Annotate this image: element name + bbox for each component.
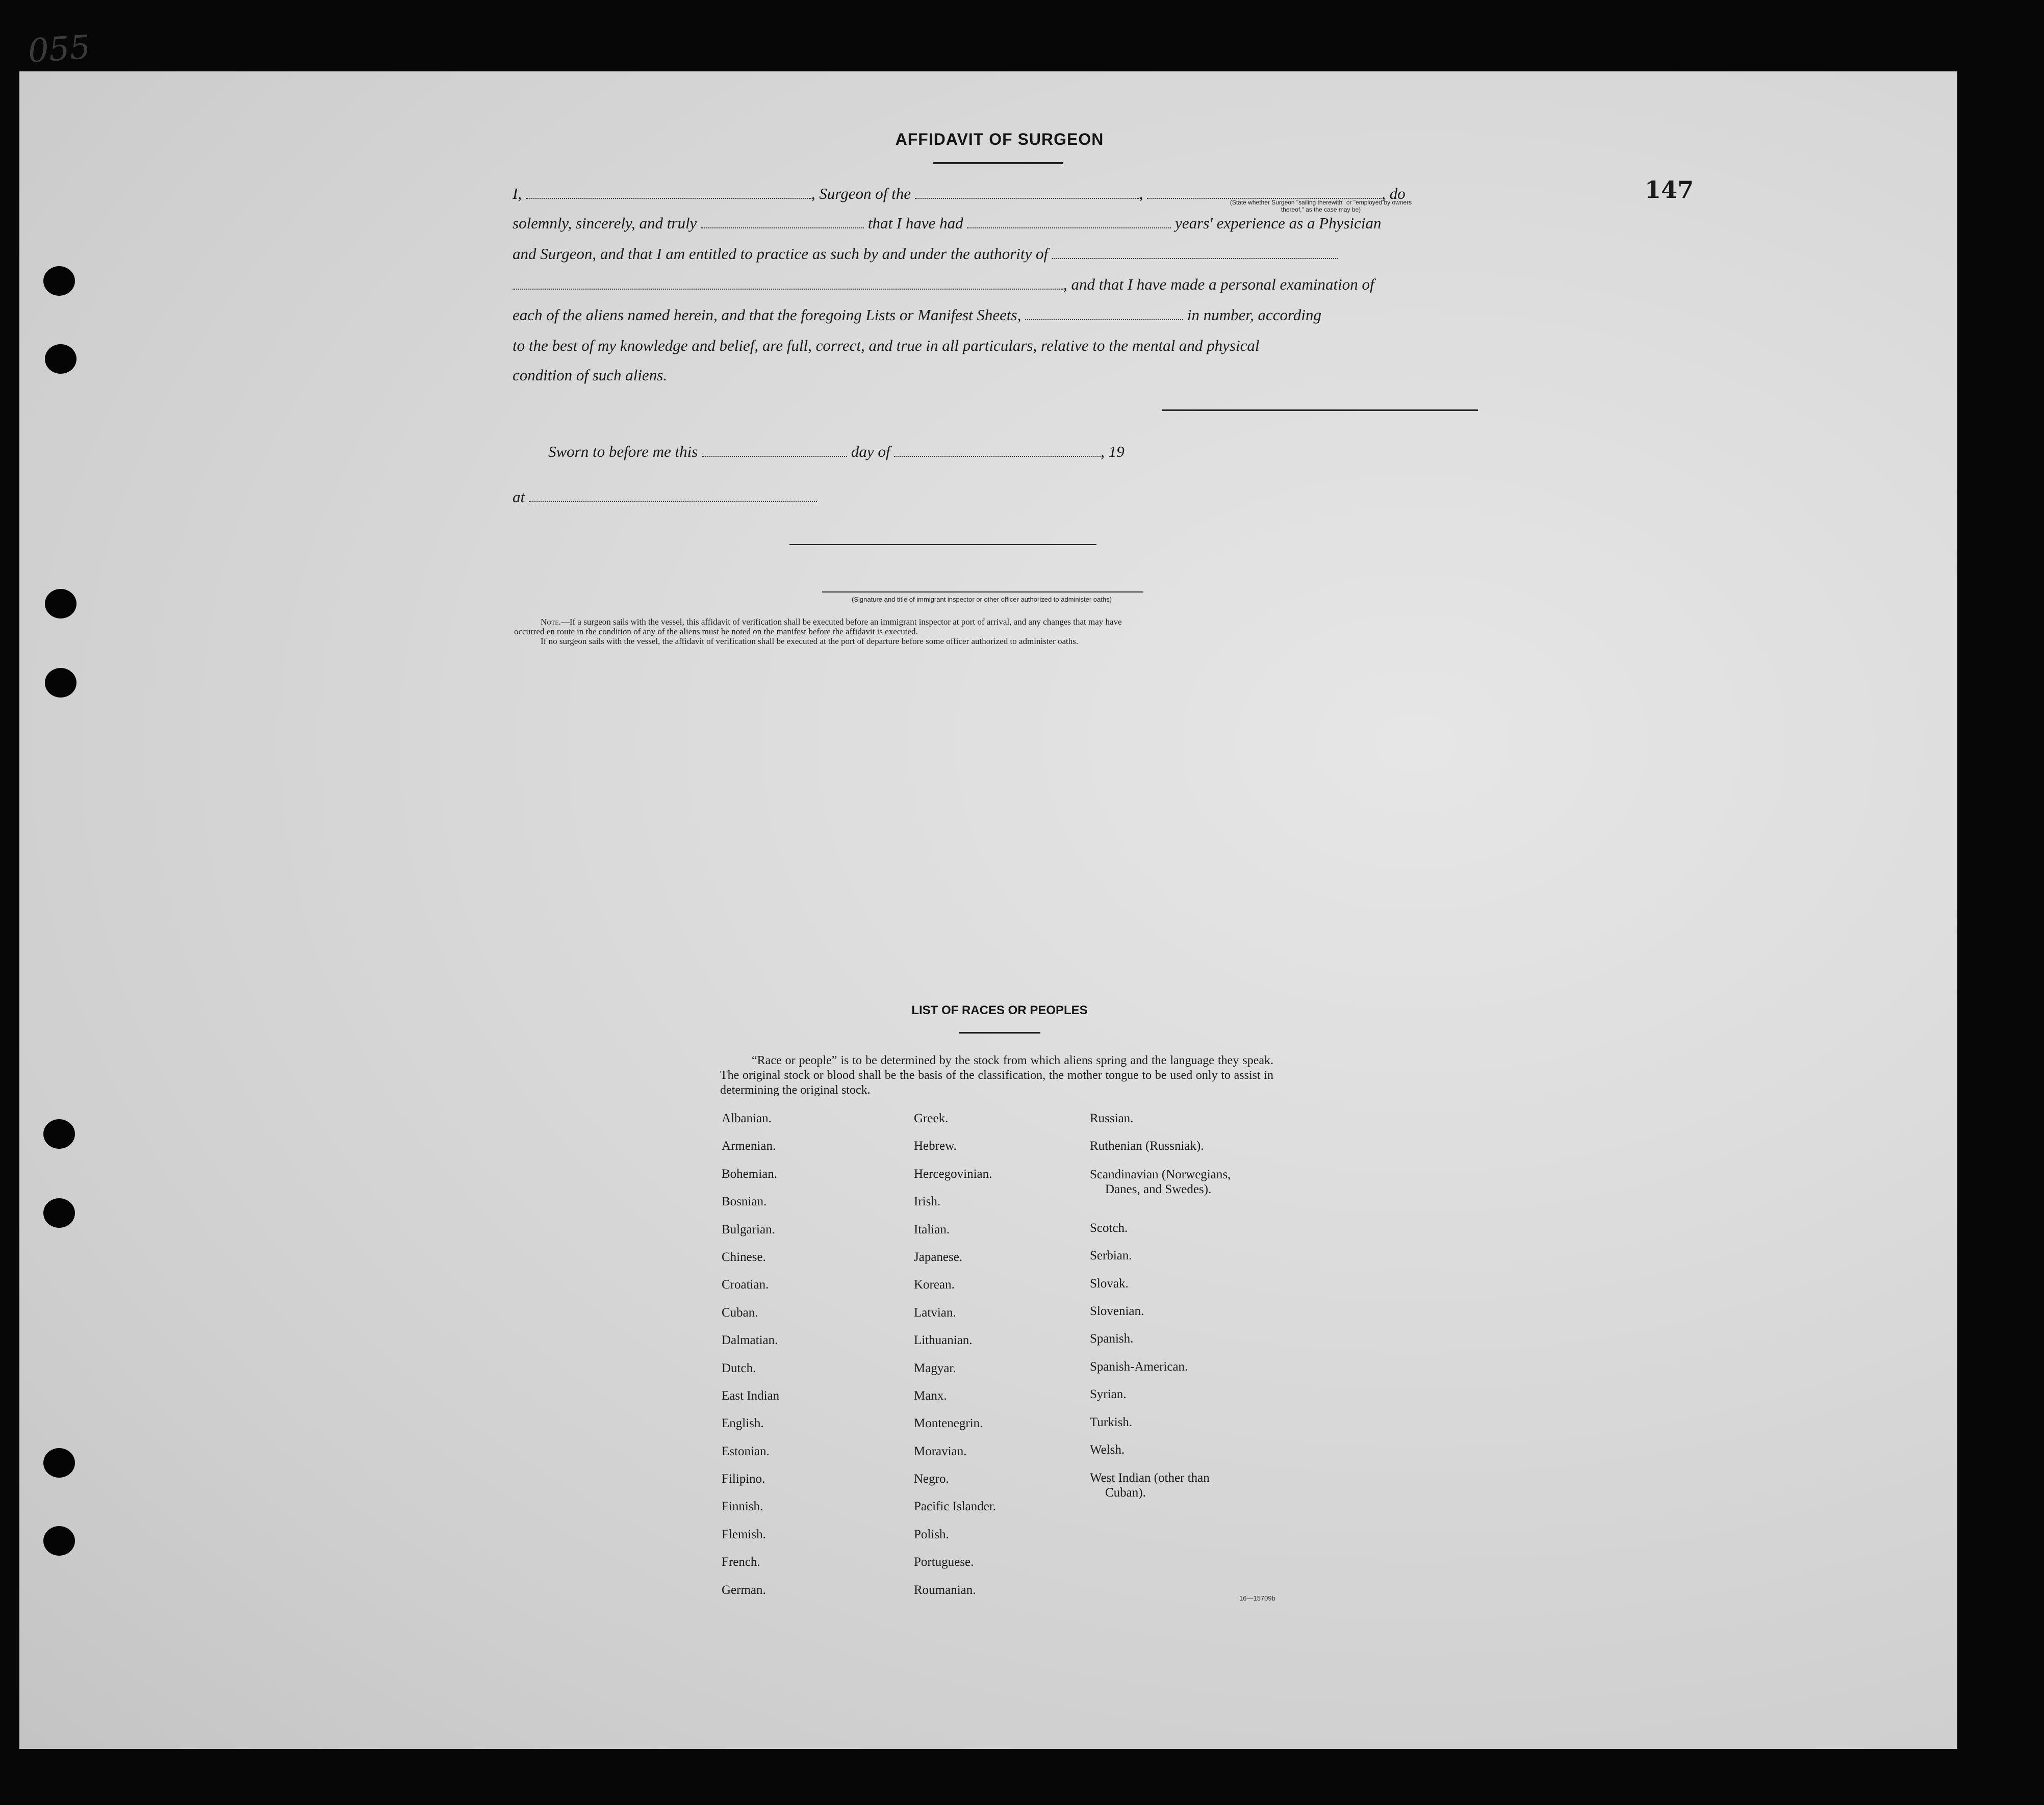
affidavit-text: each of the aliens named herein, and that the foregoing Lists or Manifest Sheets, bbox=[513, 306, 1021, 324]
race-item: Italian. bbox=[914, 1222, 950, 1236]
affidavit-text: solemnly, sincerely, and truly bbox=[513, 214, 697, 232]
binder-hole bbox=[45, 589, 76, 618]
race-item: Armenian. bbox=[722, 1139, 776, 1153]
affidavit-text: , Surgeon of the bbox=[811, 185, 911, 202]
race-item: Bosnian. bbox=[722, 1195, 767, 1209]
authority-field[interactable] bbox=[1052, 246, 1338, 259]
surgeon-name-field[interactable] bbox=[526, 186, 811, 199]
race-item: Cuban. bbox=[722, 1305, 758, 1320]
affidavit-line-2 bbox=[513, 214, 1481, 233]
title-underline bbox=[933, 162, 1063, 164]
race-item: French. bbox=[722, 1555, 760, 1569]
signature-caption: (Signature and title of immigrant inspector or other officer authorized to administer oaths) bbox=[852, 596, 1112, 603]
race-item: Bulgarian. bbox=[722, 1222, 775, 1236]
affidavit-text: in number, according bbox=[1187, 306, 1322, 324]
race-item: Hebrew. bbox=[914, 1139, 957, 1153]
affidavit-line-3 bbox=[513, 245, 1481, 263]
race-item: Chinese. bbox=[722, 1250, 766, 1264]
race-item: Moravian. bbox=[914, 1444, 967, 1458]
race-item: Lithuanian. bbox=[914, 1333, 973, 1348]
race-item: Magyar. bbox=[914, 1361, 956, 1375]
sworn-line bbox=[548, 443, 1517, 461]
affidavit-line-7 bbox=[513, 366, 1481, 384]
affidavit-text: , bbox=[1139, 185, 1143, 202]
race-item: Manx. bbox=[914, 1388, 947, 1403]
race-item: Greek. bbox=[914, 1112, 949, 1125]
binder-hole bbox=[43, 1119, 75, 1149]
affidavit-text: at bbox=[513, 488, 525, 506]
race-item-line: Scandinavian (Norwegians, bbox=[1090, 1167, 1231, 1181]
race-item: Slovak. bbox=[1090, 1276, 1129, 1291]
surgeon-signature-line[interactable] bbox=[1162, 409, 1478, 411]
affidavit-text: and Surgeon, and that I am entitled to practice as such by and under the authority of bbox=[513, 245, 1049, 263]
affidavit-text: , and that I have made a personal examination of bbox=[1063, 275, 1374, 293]
years-experience-field[interactable] bbox=[967, 215, 1171, 228]
affidavit-text: years' experience as a Physician bbox=[1175, 214, 1382, 232]
affidavit-text: , 19 bbox=[1101, 443, 1125, 460]
binder-hole bbox=[45, 344, 76, 374]
race-item: Pacific Islander. bbox=[914, 1500, 997, 1514]
races-intro: “Race or people” is to be determined by the stock from which aliens spring and the language they speak. The original stock or blood shall be the basis of the classification, the mother tongue to be used only to assist in determining the original stock. bbox=[720, 1054, 1273, 1097]
at-line bbox=[513, 488, 1481, 506]
race-item: Latvian. bbox=[914, 1305, 956, 1320]
race-item: German. bbox=[722, 1583, 766, 1597]
sworn-month-field[interactable] bbox=[894, 444, 1101, 457]
race-item: Syrian. bbox=[1090, 1387, 1127, 1402]
note-text: —If a surgeon sails with the vessel, this affidavit of verification shall be executed before an immigrant inspector at port of arrival, and any changes that may have bbox=[560, 617, 1122, 627]
race-item: Dalmatian. bbox=[722, 1333, 778, 1348]
races-column-1 bbox=[722, 1112, 779, 1611]
race-item-line: Cuban). bbox=[1105, 1486, 1146, 1500]
note-label: Note. bbox=[541, 617, 561, 627]
binder-hole bbox=[43, 1526, 75, 1556]
race-item: Montenegrin. bbox=[914, 1416, 983, 1431]
authority-field-continued[interactable] bbox=[513, 276, 1063, 290]
race-item: Croatian. bbox=[722, 1278, 769, 1292]
binder-hole bbox=[45, 668, 76, 698]
affidavit-line-5 bbox=[513, 306, 1481, 324]
race-item: Scotch. bbox=[1090, 1221, 1128, 1235]
blank-field[interactable] bbox=[701, 215, 864, 228]
sworn-day-field[interactable] bbox=[702, 444, 847, 457]
race-item: Bohemian. bbox=[722, 1167, 778, 1181]
race-item-line: West Indian (other than bbox=[1090, 1471, 1210, 1485]
race-item: Welsh. bbox=[1090, 1442, 1125, 1457]
form-code: 16—15709b bbox=[1239, 1594, 1275, 1602]
race-item: Spanish-American. bbox=[1090, 1359, 1188, 1374]
sheet-count-field[interactable] bbox=[1025, 307, 1183, 320]
inspector-signature-line[interactable] bbox=[789, 544, 1096, 545]
race-item: Roumanian. bbox=[914, 1583, 976, 1597]
binder-hole bbox=[43, 1198, 75, 1228]
race-item: Irish. bbox=[914, 1195, 941, 1209]
race-item: English. bbox=[722, 1416, 764, 1431]
race-item: Estonian. bbox=[722, 1444, 770, 1458]
race-item: East Indian bbox=[722, 1388, 780, 1403]
surgeon-status-field[interactable] bbox=[1147, 186, 1382, 199]
race-item: Dutch. bbox=[722, 1361, 756, 1375]
vessel-name-field[interactable] bbox=[915, 186, 1139, 199]
binder-hole bbox=[43, 266, 75, 296]
race-item: Russian. bbox=[1090, 1112, 1134, 1125]
race-item: Finnish. bbox=[722, 1500, 763, 1514]
race-item: Albanian. bbox=[722, 1112, 772, 1125]
affidavit-text: day of bbox=[851, 443, 890, 460]
race-item: Negro. bbox=[914, 1472, 949, 1486]
affidavit-text: that I have had bbox=[867, 214, 963, 232]
binder-hole bbox=[43, 1448, 75, 1478]
location-field[interactable] bbox=[529, 489, 817, 502]
affidavit-text: to the best of my knowledge and belief, are full, correct, and true in all particulars, relative to the mental and physical bbox=[513, 337, 1260, 354]
race-item: Polish. bbox=[914, 1527, 949, 1541]
race-item bbox=[1090, 1167, 1284, 1195]
race-item: Serbian. bbox=[1090, 1249, 1132, 1263]
note-text: occurred en route in the condition of any of the aliens must be noted on the manifest before the affidavit is executed. bbox=[514, 627, 918, 636]
races-column-2 bbox=[914, 1112, 996, 1611]
race-item: Japanese. bbox=[914, 1250, 963, 1264]
race-item: Slovenian. bbox=[1090, 1304, 1144, 1318]
race-item: Korean. bbox=[914, 1278, 955, 1292]
race-item: Flemish. bbox=[722, 1527, 766, 1541]
surgeon-status-note: (State whether Surgeon "sailing therewith" or "employed by owners thereof," as the case may be) bbox=[1230, 199, 1412, 213]
race-item: Portuguese. bbox=[914, 1555, 974, 1569]
handwritten-mark: 055 bbox=[27, 28, 92, 71]
race-item: Filipino. bbox=[722, 1472, 765, 1486]
inspector-title-line[interactable] bbox=[822, 591, 1143, 592]
affidavit-title: AFFIDAVIT OF SURGEON bbox=[895, 130, 1104, 148]
affidavit-text: , do bbox=[1382, 185, 1406, 202]
affidavit-note bbox=[514, 617, 1480, 646]
race-item: Hercegovinian. bbox=[914, 1167, 992, 1181]
affidavit-line-4 bbox=[513, 275, 1481, 294]
race-item: Spanish. bbox=[1090, 1332, 1134, 1346]
races-title: LIST OF RACES OR PEOPLES bbox=[911, 1003, 1088, 1017]
races-title-underline bbox=[959, 1032, 1040, 1034]
affidavit-text: Sworn to before me this bbox=[548, 443, 698, 460]
race-item-line: Danes, and Swedes). bbox=[1105, 1182, 1212, 1196]
affidavit-text: condition of such aliens. bbox=[513, 366, 668, 384]
race-item: Turkish. bbox=[1090, 1415, 1133, 1429]
affidavit-line-6 bbox=[513, 337, 1481, 355]
race-item bbox=[1090, 1471, 1284, 1500]
page-number: 147 bbox=[1645, 176, 1694, 203]
affidavit-text: I, bbox=[513, 185, 522, 202]
note-text: If no surgeon sails with the vessel, the affidavit of verification shall be executed at the port of departure before some officer authorized to administer oaths. bbox=[541, 636, 1079, 646]
race-item: Ruthenian (Russniak). bbox=[1090, 1139, 1204, 1153]
races-column-3 bbox=[1090, 1112, 1284, 1513]
